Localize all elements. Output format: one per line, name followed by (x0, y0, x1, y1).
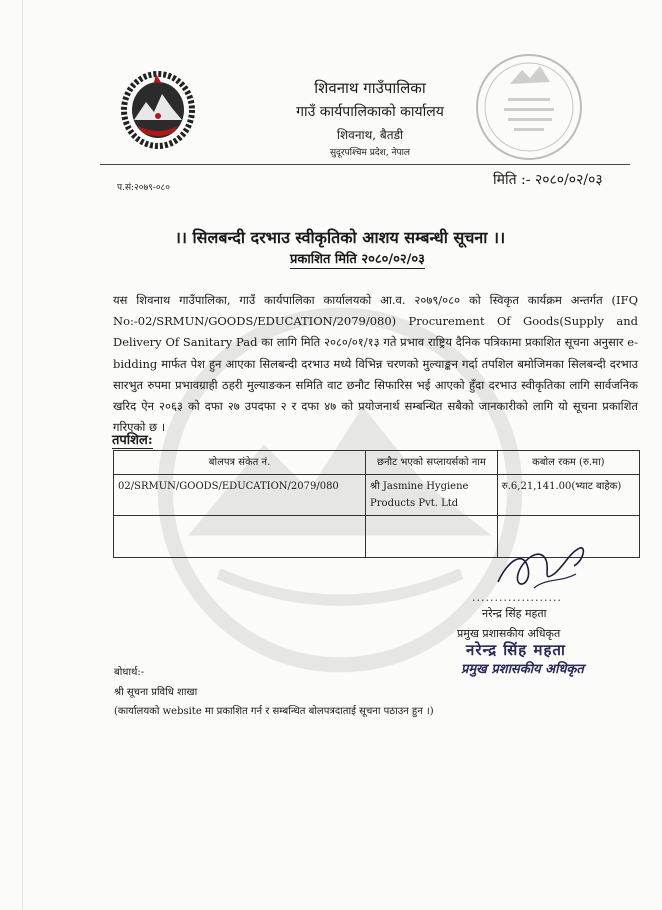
published-date: प्रकाशित मिति २०८०/०२/०३ (290, 249, 425, 269)
column-header: कबोल रकम (रु.मा) (497, 451, 639, 475)
province-name: सुदूरपश्चिम प्रदेश, नेपाल (329, 148, 411, 158)
supplier-cell: श्री Jasmine Hygiene Products Pvt. Ltd (366, 475, 498, 516)
signature (488, 530, 598, 600)
scan-edge (22, 0, 23, 910)
signatory-name: नरेन्द्र सिंह महता (482, 607, 547, 620)
bid-number-cell: 02/SRMUN/GOODS/EDUCATION/2079/080 (114, 475, 366, 516)
column-header: छनौट भएको सप्लायर्सको नाम (366, 451, 498, 475)
notice-body: यस शिवनाथ गाउँपालिका, गाउँ कार्यपालिका कार्यालयको आ.व. २०७९/०८० को स्विकृत कार्यक्रम अन्तर्गत (IFQ No:-02/SRMUN/GOODS/EDUCATION/2079/080) Procurement Of Goods(Supply and Delivery Of Sanitary Pad का लागि मिति २०८०/०१/१३ गते प्रभाव राष्ट्रिय दैनिक पत्रिकामा प्रकाशित सूचना अनुसार e-bidding मार्फत पेश हुन आएका सिलबन्दी दरभाउ मध्ये विभिन्न चरणको मुल्याङ्कन गर्दा तपशिल बमोजिमका सिलबन्दी दरभाउ सारभुत रुपमा प्रभावग्राही ठहरी मुल्याङकन समिति वाट छनौट सिफारिस भई आएको हुँदा दरभाउ स्वीकृतिका लागि सार्वजनिक खरिद ऐन २०६३ को दफा २७ उपदफा २ र दफा ४७ को प्रयोजनार्थ सम्बन्धित सबैको जानकारीको लागि यो सूचना प्रकाशित गरिएको छ । (113, 293, 638, 435)
details-heading: तपशिल: (112, 430, 153, 449)
header-divider (100, 164, 630, 165)
reference-number: प.सं:२०७९-०८० (117, 183, 170, 193)
cc-note: (कार्यालयको website मा प्रकाशित गर्न र सम्बन्धित बोलपत्रदाताई सूचना पठाउन हुन ।) (114, 706, 434, 717)
title-stamp: प्रमुख प्रशासकीय अधिकृत (461, 662, 584, 677)
nepal-emblem-icon (118, 68, 198, 150)
signatory-title: प्रमुख प्रशासकीय अधिकृत (457, 627, 561, 640)
name-stamp: नरेन्द्र सिंह महता (466, 641, 566, 659)
office-location: शिवनाथ, बैतडी (336, 128, 404, 142)
cc-recipient: श्री सूचना प्रविधि शाखा (114, 687, 198, 698)
notice-title: ।। सिलबन्दी दरभाउ स्वीकृतिको आशय सम्बन्धी सूचना ।। (174, 228, 506, 247)
notice-date: मिति :- २०८०/०२/०३ (493, 172, 603, 188)
office-name: गाउँ कार्यपालिकाको कार्यालय (296, 104, 444, 120)
column-header: बोलपत्र संकेत नं. (114, 451, 366, 475)
cc-label: बोधार्थ:- (114, 667, 145, 678)
municipality-name: शिवनाथ गाउँपालिका (314, 79, 426, 97)
table-row (114, 475, 640, 516)
signature-line: .................... (472, 591, 562, 604)
table-header-row (114, 451, 640, 475)
office-seal-icon (470, 48, 588, 166)
amount-cell: रु.6,21,141.00(भ्याट बाहेक) (497, 475, 639, 516)
